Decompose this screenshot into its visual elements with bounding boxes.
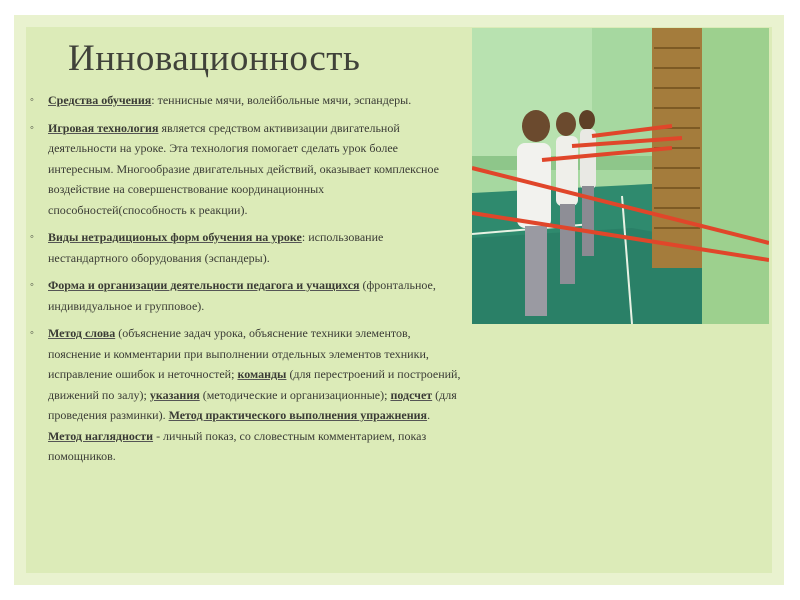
bullet-text: (для проведения разминки). — [48, 387, 457, 422]
bullet-text: : теннисные мячи, волейбольные мячи, эспандеры. — [151, 93, 412, 107]
bullet-text: . — [427, 408, 431, 422]
bullet-text: (объяснение задач урока, объяснение техники элементов, пояснение и комментарии при выполнении отдельных элементов техники, исправление ошибок и неточностей; — [48, 326, 429, 381]
gym-photo-illustration — [472, 28, 769, 324]
bullet-item — [26, 227, 464, 268]
bullet-term: Метод слова — [48, 326, 116, 340]
bullet-term: указания — [149, 387, 200, 402]
bullet-item — [26, 323, 464, 467]
bullet-term: Метод практического выполнения упражнения — [168, 408, 428, 422]
bullet-item — [26, 90, 464, 111]
bullet-term: Средства обучения — [48, 93, 152, 107]
bullet-text: - личный показ, со словестным комментарием, показ помощников. — [48, 428, 427, 463]
bullet-term: подсчет — [390, 387, 433, 402]
bullet-text: : использование нестандартного оборудования (эспандеры). — [48, 230, 384, 265]
bullet-term: Игровая технология — [48, 120, 159, 135]
slide-title: Инновационность — [68, 38, 361, 79]
bullet-text: (методические и организационные); — [199, 387, 391, 402]
bullet-item — [26, 275, 464, 316]
bullet-list — [26, 90, 464, 474]
gym-photo — [472, 28, 769, 324]
bullet-term: Метод наглядности — [48, 428, 154, 443]
bullet-text: (для перестроений и построений, движений по залу); — [48, 367, 461, 402]
bullet-text: (фронтальное, индивидуальное и групповое). — [48, 278, 436, 313]
bullet-term: Форма и организации деятельности педагога и учащихся — [48, 278, 360, 292]
bullet-term: команды — [237, 367, 287, 381]
bullet-item — [26, 118, 464, 221]
bullet-text: является средством активизации двигательной деятельности на уроке. Эта технология помогает сделать урок более интересным. Многообразие двигательных действий, оказывает комплексное воздействие на совершенствование координационных способностей(способность к реакции). — [48, 120, 439, 217]
bullet-term: Виды нетрадиционых форм обучения на уроке — [48, 230, 302, 244]
